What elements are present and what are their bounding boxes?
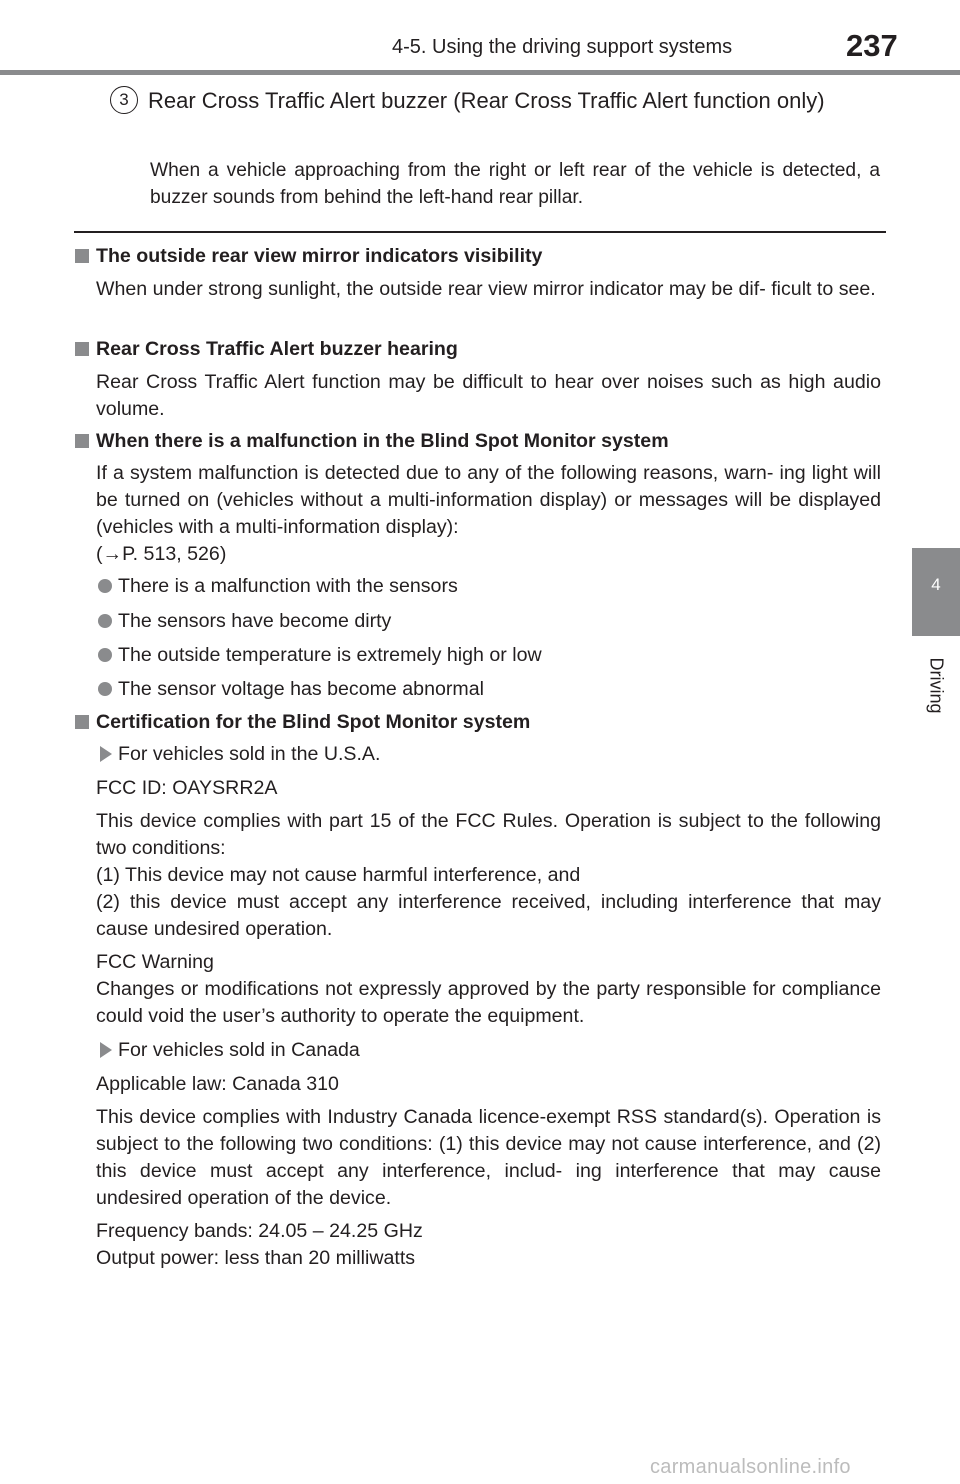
list-item-text: The sensors have become dirty: [118, 610, 392, 632]
chapter-label-text: Driving: [926, 656, 947, 714]
canada-statement: This device complies with Industry Canada licence-exempt RSS standard(s). Operation is subject to the following two conditions: (1) this device may not cause interference, and (2) this device must accept any interference, includ- ing interference that may cause undesired operation of the device.: [96, 1106, 881, 1209]
chapter-tab: 4: [912, 548, 960, 636]
section-divider: [74, 231, 886, 233]
section-heading: [74, 709, 886, 736]
output-power: Output power: less than 20 milliwatts: [96, 1247, 416, 1269]
square-bullet-icon: [75, 434, 89, 448]
triangle-marker-icon: [100, 746, 112, 762]
section-heading-text: The outside rear view mirror indicators visibility: [96, 245, 543, 267]
section-body: Rear Cross Traffic Alert function may be difficult to hear over noises such as high audio volume.: [96, 371, 881, 420]
subsection-usa: [96, 741, 881, 768]
section-heading: [74, 428, 886, 455]
round-bullet-icon: [98, 648, 112, 662]
list-item-text: There is a malfunction with the sensors: [118, 575, 458, 597]
list-item: [96, 573, 881, 600]
watermark: carmanualsonline.info: [650, 1456, 851, 1478]
round-bullet-icon: [98, 682, 112, 696]
section-heading-text: Certification for the Blind Spot Monitor system: [96, 711, 531, 733]
callout-body: When a vehicle approaching from the right or left rear of the vehicle is detected, a buzzer sounds from behind the left-hand rear pillar.: [150, 160, 880, 208]
subsection-label: For vehicles sold in Canada: [118, 1039, 360, 1061]
subsection-canada: [96, 1037, 881, 1064]
square-bullet-icon: [75, 715, 89, 729]
page-number: 237: [846, 28, 898, 63]
section-heading: [74, 243, 886, 270]
fcc-condition-2: (2) this device must accept any interference received, including interference that may cause undesired operation.: [96, 891, 881, 940]
running-header-section: 4-5. Using the driving support systems: [392, 36, 733, 58]
list-item: [96, 608, 881, 635]
square-bullet-icon: [75, 342, 89, 356]
fcc-warning-body: Changes or modifications not expressly approved by the party responsible for compliance could void the user’s authority to operate the equipment.: [96, 978, 881, 1027]
triangle-marker-icon: [100, 1042, 112, 1058]
section-body: When under strong sunlight, the outside rear view mirror indicator may be dif- ficult to see.: [96, 278, 876, 300]
callout-title: Rear Cross Traffic Alert buzzer (Rear Cross Traffic Alert function only): [148, 88, 825, 113]
round-bullet-icon: [98, 614, 112, 628]
fcc-warning-title: FCC Warning: [96, 951, 214, 973]
chapter-label: [912, 640, 960, 730]
fcc-condition-1: (1) This device may not cause harmful interference, and: [96, 864, 581, 886]
list-item-text: The sensor voltage has become abnormal: [118, 678, 484, 700]
list-item-text: The outside temperature is extremely high or low: [118, 644, 542, 666]
fcc-statement-intro: This device complies with part 15 of the FCC Rules. Operation is subject to the following two conditions:: [96, 810, 881, 859]
square-bullet-icon: [75, 249, 89, 263]
frequency-bands: Frequency bands: 24.05 – 24.25 GHz: [96, 1220, 423, 1242]
section-heading: [74, 336, 886, 363]
list-item: [96, 676, 881, 703]
section-heading-text: Rear Cross Traffic Alert buzzer hearing: [96, 338, 458, 360]
header-rule: [0, 70, 960, 75]
subsection-label: For vehicles sold in the U.S.A.: [118, 743, 381, 765]
round-bullet-icon: [98, 579, 112, 593]
page-reference: (→P. 513, 526): [96, 543, 227, 565]
canada-law: Applicable law: Canada 310: [96, 1073, 339, 1095]
fcc-id: FCC ID: OAYSRR2A: [96, 777, 278, 799]
section-heading-text: When there is a malfunction in the Blind Spot Monitor system: [96, 430, 669, 452]
callout-number: 3: [110, 86, 138, 114]
list-item: [96, 642, 881, 669]
section-body: If a system malfunction is detected due to any of the following reasons, warn- ing light will be turned on (vehicles without a multi-information display) or messages will be displayed (vehicles with a multi-information display):: [96, 462, 881, 538]
